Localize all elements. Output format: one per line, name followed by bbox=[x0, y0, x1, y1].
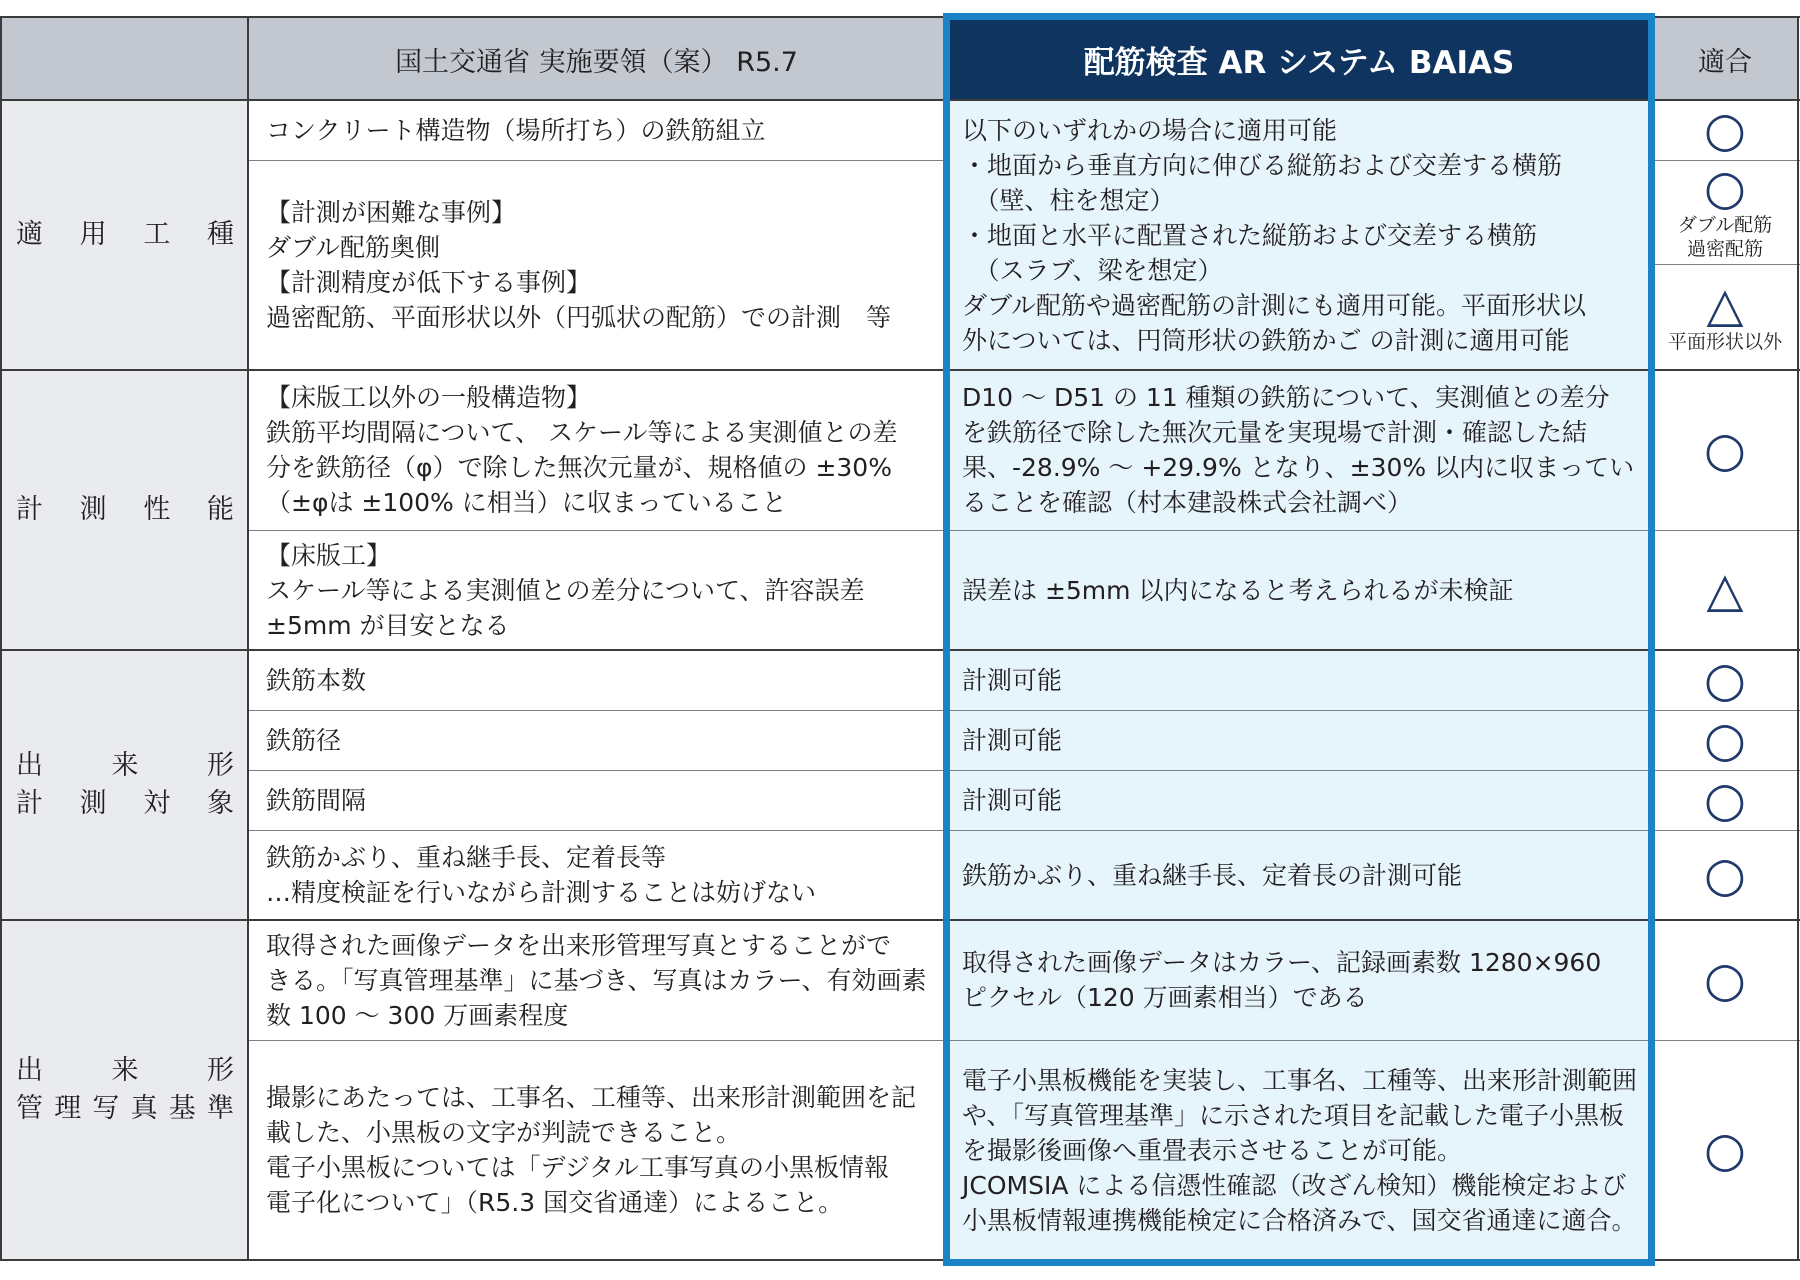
category-measurement-target bbox=[2, 650, 248, 920]
category-line: 計 測 性 能 bbox=[16, 494, 234, 525]
table-border-left bbox=[0, 16, 2, 1261]
header-fit-label: 適合 bbox=[1698, 46, 1752, 78]
guideline-cell: 撮影にあたっては、工事名、工種等、出来形計測範囲を記 載した、小黒板の文字が判読できること。 電子小黒板については「デジタル工事写真の小黒板情報 電子化について」（R5.3 国交省通達）によること。 bbox=[248, 1040, 945, 1260]
category-line: 適 用 工 種 bbox=[16, 219, 234, 250]
circle-mark-icon: ○ bbox=[1704, 952, 1746, 1008]
circle-mark-icon: ○ bbox=[1704, 1122, 1746, 1178]
circle-mark-icon: ○ bbox=[1704, 847, 1746, 903]
circle-mark-icon: ○ bbox=[1704, 712, 1746, 768]
header-guideline-label: 国土交通省 実施要領（案） R5.7 bbox=[395, 46, 798, 78]
guideline-cell: 【床版工以外の一般構造物】 鉄筋平均間隔について、 スケール等による実測値との差 分を鉄筋径（φ）で除した無次元量が、規格値の ±30% （±φは ±100% に相当）に収まっていること bbox=[248, 370, 945, 530]
circle-mark-icon: ○ bbox=[1704, 102, 1746, 158]
fit-cell bbox=[1652, 650, 1798, 710]
circle-mark-icon: ○ bbox=[1704, 772, 1746, 828]
baias-cell: 計測可能 bbox=[948, 650, 1650, 710]
fit-cell bbox=[1652, 370, 1798, 530]
fit-cell bbox=[1652, 1040, 1798, 1260]
fit-note: 過密配筋 bbox=[1686, 238, 1763, 260]
category-line: 出 来 形 bbox=[16, 1055, 234, 1086]
fit-cell bbox=[1652, 710, 1798, 770]
guideline-cell: 鉄筋本数 bbox=[248, 650, 945, 710]
category-line: 出 来 形 bbox=[16, 750, 234, 781]
fit-cell bbox=[1652, 264, 1798, 370]
baias-cell: 計測可能 bbox=[948, 710, 1650, 770]
guideline-cell: 鉄筋間隔 bbox=[248, 770, 945, 830]
category-performance bbox=[2, 370, 248, 650]
circle-mark-icon: ○ bbox=[1704, 422, 1746, 478]
row-divider bbox=[248, 160, 945, 161]
column-divider bbox=[247, 16, 249, 1261]
guideline-cell: 【計測が困難な事例】 ダブル配筋奥側 【計測精度が低下する事例】 過密配筋、平面形状以外（円弧状の配筋）での計測 等 bbox=[248, 160, 945, 370]
baias-cell: 取得された画像データはカラー、記録画素数 1280×960 ピクセル（120 万画素相当）である bbox=[948, 920, 1650, 1040]
fit-cell bbox=[1652, 160, 1798, 264]
baias-cell: 電子小黒板機能を実装し、工事名、工種等、出来形計測範囲 や、「写真管理基準」に示された項目を記載した電子小黒板 を撮影後画像へ重畳表示させることが可能。 JCOMSIA による信憑性確認（改ざん検知）機能検定および 小黒板情報連携機能検定に合格済みで、国交省通達に適合。 bbox=[948, 1040, 1650, 1260]
triangle-mark-icon: △ bbox=[1706, 277, 1744, 333]
circle-mark-icon: ○ bbox=[1704, 652, 1746, 708]
fit-note: ダブル配筋 bbox=[1677, 214, 1773, 236]
row-divider bbox=[1652, 160, 1800, 161]
guideline-cell: 【床版工】 スケール等による実測値との差分について、許容誤差 ±5mm が目安となる bbox=[248, 530, 945, 650]
baias-column-frame bbox=[943, 13, 1655, 1266]
fit-cell bbox=[1652, 770, 1798, 830]
fit-note: 平面形状以外 bbox=[1667, 331, 1782, 353]
guideline-cell: 鉄筋径 bbox=[248, 710, 945, 770]
header-guideline bbox=[248, 18, 945, 100]
category-line: 計 測 対 象 bbox=[16, 788, 234, 819]
baias-cell: 誤差は ±5mm 以内になると考えられるが未検証 bbox=[948, 530, 1650, 650]
baias-cell: D10 ～ D51 の 11 種類の鉄筋について、実測値との差分 を鉄筋径で除した無次元量を実現場で計測・確認した結 果、-28.9% ～ +29.9% となり、±30% 以内に収まってい ることを確認（村本建設株式会社調べ） bbox=[948, 370, 1650, 530]
guideline-cell: 鉄筋かぶり、重ね継手長、定着長等 …精度検証を行いながら計測することは妨げない bbox=[248, 830, 945, 920]
fit-cell bbox=[1652, 830, 1798, 920]
table-border-right bbox=[1797, 16, 1799, 1261]
circle-mark-icon: ○ bbox=[1704, 160, 1746, 216]
header-corner bbox=[2, 18, 248, 100]
category-application bbox=[2, 100, 248, 370]
guideline-cell: 取得された画像データを出来形管理写真とすることがで きる。「写真管理基準」に基づき、写真はカラー、有効画素 数 100 ～ 300 万画素程度 bbox=[248, 920, 945, 1040]
baias-cell: 計測可能 bbox=[948, 770, 1650, 830]
fit-cell bbox=[1652, 920, 1798, 1040]
header-fit bbox=[1652, 18, 1798, 100]
category-photo-standard bbox=[2, 920, 248, 1260]
guideline-cell: コンクリート構造物（場所打ち）の鉄筋組立 bbox=[248, 100, 945, 160]
baias-cell: 以下のいずれかの場合に適用可能 ・地面から垂直方向に伸びる縦筋および交差する横筋 （壁、柱を想定） ・地面と水平に配置された縦筋および交差する横筋 （スラブ、梁を想定） ダブル配筋や過密配筋の計測にも適用可能。平面形状以 外については、円筒形状の鉄筋かご の計測に適用可能 bbox=[948, 100, 1650, 370]
baias-cell: 鉄筋かぶり、重ね継手長、定着長の計測可能 bbox=[948, 830, 1650, 920]
fit-cell bbox=[1652, 530, 1798, 650]
row-divider bbox=[1652, 264, 1800, 265]
triangle-mark-icon: △ bbox=[1706, 562, 1744, 618]
fit-cell bbox=[1652, 100, 1798, 160]
category-line: 管 理 写 真 基 準 bbox=[16, 1093, 234, 1124]
header-system-label: 配筋検査 AR システム BAIAS bbox=[1083, 44, 1515, 81]
